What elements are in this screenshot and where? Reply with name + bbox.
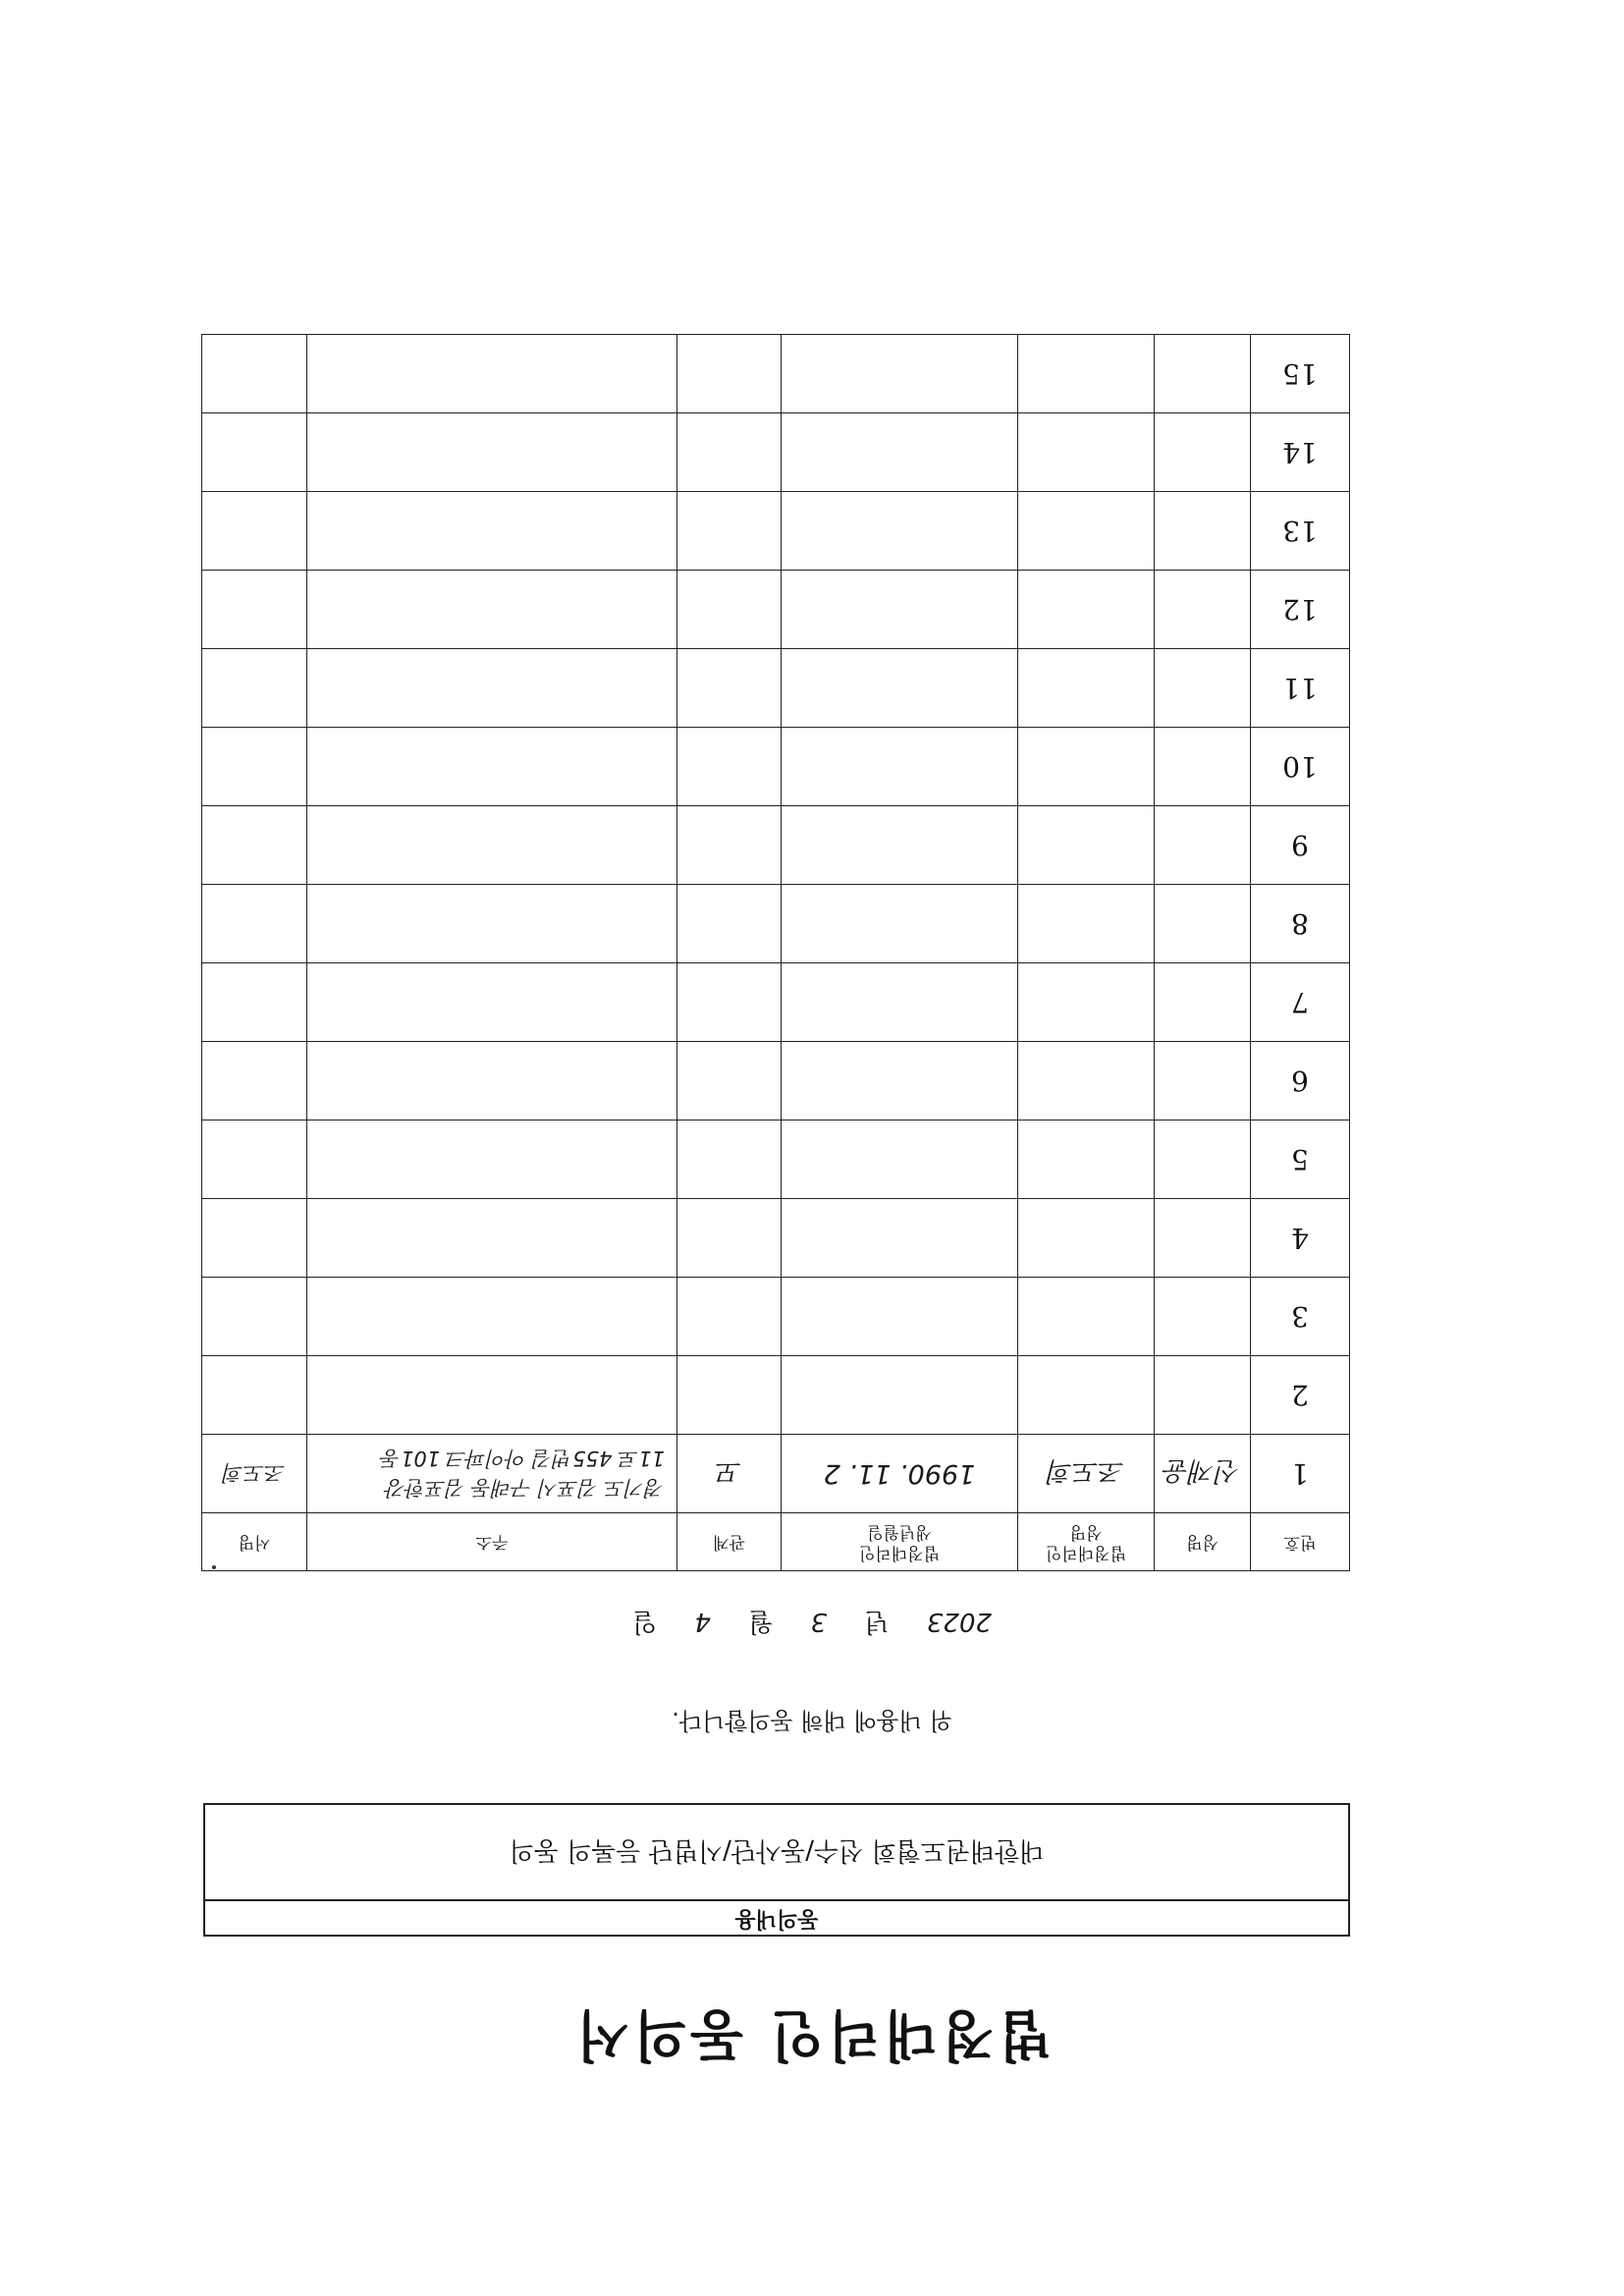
table-row	[202, 728, 1350, 806]
row-name-cell	[1155, 1121, 1251, 1199]
row-signature-cell	[202, 1199, 307, 1278]
guardian-registry-table	[201, 334, 1350, 1571]
row-relation-cell	[677, 806, 782, 885]
row-relation-cell	[677, 728, 782, 806]
consent-content-body: 대한태권도협회 선수/동사단/시범단 등록의 동의	[509, 1835, 1045, 1865]
table-row	[202, 649, 1350, 728]
row-relation-cell: 모	[677, 1435, 782, 1513]
agree-statement: 위 내용에 대해 동의합니다.	[672, 1707, 952, 1734]
row-name-cell	[1155, 571, 1251, 649]
row-guardian-birth-cell	[782, 649, 1018, 728]
row-name-cell	[1155, 492, 1251, 571]
date-month-label: 월	[748, 1607, 774, 1636]
row-number-cell: 4	[1251, 1199, 1350, 1278]
row-guardian-birth-cell	[782, 728, 1018, 806]
date-year: 2023	[926, 1607, 992, 1636]
row-name-cell: 신재윤	[1155, 1435, 1251, 1513]
row-relation-cell	[677, 1042, 782, 1121]
header-guardian-birth-line2: 생년월일	[867, 1522, 932, 1542]
row-address-cell	[307, 1042, 677, 1121]
row-signature-cell	[202, 649, 307, 728]
row-guardian-birth-cell	[782, 335, 1018, 413]
row-number-cell: 7	[1251, 963, 1350, 1042]
row-relation-cell	[677, 649, 782, 728]
consent-date	[0, 1606, 1624, 1642]
row-signature-cell	[202, 806, 307, 885]
row-guardian-name-cell	[1018, 728, 1155, 806]
row-guardian-name-cell: 조도희	[1018, 1435, 1155, 1513]
row-name-cell	[1155, 1199, 1251, 1278]
date-day: 4	[694, 1607, 711, 1636]
row-signature-cell	[202, 728, 307, 806]
row-number-cell: 8	[1251, 885, 1350, 963]
row-relation-cell	[677, 335, 782, 413]
row-name-cell	[1155, 728, 1251, 806]
table-body	[202, 335, 1350, 1513]
header-guardian-name-line1: 법정대리인	[1045, 1543, 1127, 1562]
row-number-cell: 10	[1251, 728, 1350, 806]
row-number-cell: 15	[1251, 335, 1350, 413]
header-guardian-name	[1018, 1513, 1155, 1571]
row-guardian-name-cell	[1018, 571, 1155, 649]
header-guardian-birth	[782, 1513, 1018, 1571]
row-address-cell	[307, 728, 677, 806]
header-number: 번호	[1251, 1513, 1350, 1571]
row-guardian-name-cell	[1018, 1356, 1155, 1435]
row-relation-cell	[677, 492, 782, 571]
table-row	[202, 1121, 1350, 1199]
row-signature-cell	[202, 413, 307, 492]
row-relation-cell	[677, 963, 782, 1042]
header-name: 성명	[1155, 1513, 1251, 1571]
table-row	[202, 492, 1350, 571]
row-guardian-birth-cell	[782, 1199, 1018, 1278]
row-guardian-name-cell	[1018, 963, 1155, 1042]
consent-content-header: 동의내용	[205, 1899, 1348, 1935]
row-address-cell	[307, 806, 677, 885]
row-signature-cell	[202, 963, 307, 1042]
row-number-cell: 3	[1251, 1278, 1350, 1356]
table-header-row	[202, 1513, 1350, 1571]
row-guardian-birth-cell	[782, 885, 1018, 963]
row-signature-cell	[202, 1121, 307, 1199]
row-address-cell	[307, 413, 677, 492]
row-guardian-birth-cell	[782, 571, 1018, 649]
row-guardian-name-cell	[1018, 413, 1155, 492]
row-address-cell	[307, 1435, 677, 1513]
date-day-label: 일	[632, 1607, 658, 1636]
row-guardian-birth-cell	[782, 413, 1018, 492]
row-name-cell	[1155, 1278, 1251, 1356]
header-relation: 관계	[677, 1513, 782, 1571]
date-month: 3	[810, 1607, 828, 1636]
row-address-cell	[307, 571, 677, 649]
row-address-line2: 11로 455번길 아이파크 101동	[380, 1447, 665, 1471]
row-number-cell: 12	[1251, 571, 1350, 649]
row-signature-cell	[202, 492, 307, 571]
row-number-cell: 14	[1251, 413, 1350, 492]
row-address-line1: 경기도 김포시 구래동 김포한강	[386, 1476, 665, 1501]
row-number-cell: 2	[1251, 1356, 1350, 1435]
row-guardian-name-cell	[1018, 335, 1155, 413]
header-guardian-birth-line1: 법정대리인	[858, 1543, 941, 1562]
table-row	[202, 1435, 1350, 1513]
row-signature-cell	[202, 1278, 307, 1356]
row-address-cell	[307, 1356, 677, 1435]
row-address-cell	[307, 963, 677, 1042]
row-number-cell: 1	[1251, 1435, 1350, 1513]
row-name-cell	[1155, 806, 1251, 885]
table-row	[202, 806, 1350, 885]
consent-content-box	[203, 1803, 1350, 1937]
row-relation-cell	[677, 571, 782, 649]
row-guardian-birth-cell: 1990. 11. 2	[782, 1435, 1018, 1513]
date-year-label: 년	[864, 1607, 890, 1636]
page-title: 법정대리인 동의서	[571, 2002, 1053, 2066]
row-address-cell	[307, 1278, 677, 1356]
row-guardian-birth-cell	[782, 492, 1018, 571]
row-number-cell: 5	[1251, 1121, 1350, 1199]
table-row	[202, 413, 1350, 492]
row-guardian-name-cell	[1018, 806, 1155, 885]
table-row	[202, 335, 1350, 413]
row-guardian-birth-cell	[782, 1042, 1018, 1121]
row-guardian-name-cell	[1018, 885, 1155, 963]
row-relation-cell	[677, 413, 782, 492]
table-row	[202, 1042, 1350, 1121]
row-address-cell	[307, 885, 677, 963]
table-row	[202, 1199, 1350, 1278]
row-name-cell	[1155, 1042, 1251, 1121]
row-guardian-birth-cell	[782, 963, 1018, 1042]
table-row	[202, 1356, 1350, 1435]
row-signature-cell	[202, 1356, 307, 1435]
row-signature-cell	[202, 1042, 307, 1121]
row-name-cell	[1155, 413, 1251, 492]
row-guardian-name-cell	[1018, 1042, 1155, 1121]
row-relation-cell	[677, 885, 782, 963]
row-guardian-name-cell	[1018, 1121, 1155, 1199]
row-address-cell	[307, 649, 677, 728]
header-guardian-name-line2: 성명	[1069, 1522, 1103, 1542]
row-guardian-birth-cell	[782, 1121, 1018, 1199]
scan-speck	[212, 1565, 216, 1569]
row-name-cell	[1155, 649, 1251, 728]
row-guardian-name-cell	[1018, 649, 1155, 728]
row-signature-cell	[202, 885, 307, 963]
row-guardian-name-cell	[1018, 492, 1155, 571]
row-address-cell	[307, 335, 677, 413]
row-address-cell	[307, 1121, 677, 1199]
row-name-cell	[1155, 335, 1251, 413]
row-name-cell	[1155, 885, 1251, 963]
row-number-cell: 6	[1251, 1042, 1350, 1121]
row-relation-cell	[677, 1121, 782, 1199]
row-guardian-birth-cell	[782, 1278, 1018, 1356]
row-address-cell	[307, 1199, 677, 1278]
row-number-cell: 13	[1251, 492, 1350, 571]
row-guardian-birth-cell	[782, 1356, 1018, 1435]
row-name-cell	[1155, 963, 1251, 1042]
row-relation-cell	[677, 1199, 782, 1278]
row-number-cell: 9	[1251, 806, 1350, 885]
row-signature-cell	[202, 335, 307, 413]
row-signature-cell	[202, 571, 307, 649]
row-name-cell	[1155, 1356, 1251, 1435]
table-row	[202, 1278, 1350, 1356]
row-guardian-name-cell	[1018, 1199, 1155, 1278]
row-guardian-name-cell	[1018, 1278, 1155, 1356]
row-signature-cell: 조도희	[202, 1435, 307, 1513]
row-number-cell: 11	[1251, 649, 1350, 728]
table-row	[202, 885, 1350, 963]
row-guardian-birth-cell	[782, 806, 1018, 885]
row-address-cell	[307, 492, 677, 571]
row-relation-cell	[677, 1278, 782, 1356]
table-row	[202, 963, 1350, 1042]
header-signature: 서명	[202, 1513, 307, 1571]
table-row	[202, 571, 1350, 649]
row-relation-cell	[677, 1356, 782, 1435]
header-address: 주소	[307, 1513, 677, 1571]
